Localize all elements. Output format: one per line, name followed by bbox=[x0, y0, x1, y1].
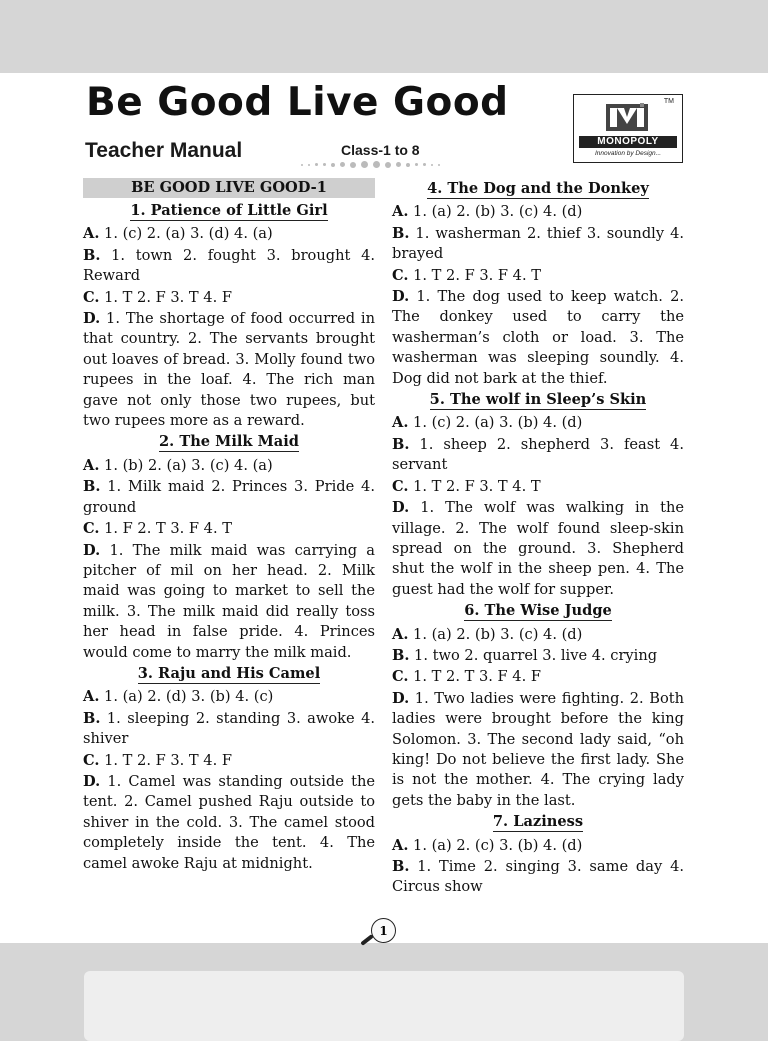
answer-c: C. 1. T 2. F 3. T 4. F bbox=[83, 288, 232, 306]
lesson-title-5: 5. The wolf in Sleep’s Skin bbox=[429, 391, 647, 409]
trademark-label: TM bbox=[663, 98, 674, 105]
answer-a: A. 1. (c) 2. (a) 3. (d) 4. (a) bbox=[83, 225, 273, 243]
answer-a: A. 1. (a) 2. (b) 3. (c) 4. (d) bbox=[392, 203, 583, 221]
answer-c: C. 1. T 2. F 3. F 4. T bbox=[392, 266, 541, 284]
section-banner: BE GOOD LIVE GOOD-1 bbox=[83, 178, 375, 198]
page-subtitle: Teacher Manual bbox=[85, 139, 243, 162]
lesson-title-6: 6. The Wise Judge bbox=[464, 602, 612, 620]
answer-a: A. 1. (b) 2. (a) 3. (c) 4. (a) bbox=[83, 456, 273, 474]
answer-d: D. 1. The dog used to keep watch. 2. The donkey used to carry the washerman’s cloth or load. 3. The washerman was sleeping soundly. 4. Dog did not bark at the thief. bbox=[392, 288, 684, 387]
right-column bbox=[392, 178, 684, 899]
answer-b: B. 1. sheep 2. shepherd 3. feast 4. servant bbox=[392, 435, 684, 474]
answer-d: D. 1. The milk maid was carrying a pitcher of mil on her head. 2. Milk maid was going to market to sell the milk. 3. The milk maid did really toss her head in false pride. 4. Princes would come to marry the milk maid. bbox=[83, 541, 375, 661]
answer-b: B. 1. washerman 2. thief 3. soundly 4. brayed bbox=[392, 224, 684, 263]
publisher-logo bbox=[573, 94, 683, 163]
answer-b: B. 1. two 2. quarrel 3. live 4. crying bbox=[392, 646, 658, 664]
answer-a: A. 1. (c) 2. (a) 3. (b) 4. (d) bbox=[392, 414, 583, 432]
answer-d: D. 1. Two ladies were fighting. 2. Both ladies were brought before the king Solomon. 3. The second lady said, “oh king! Do not believe the first lady. She is not the mother. 4. The crying lady gets the baby in the last. bbox=[392, 689, 684, 809]
answer-c: C. 1. F 2. T 3. F 4. T bbox=[83, 520, 232, 538]
answer-b: B. 1. Time 2. singing 3. same day 4. Circus show bbox=[392, 858, 684, 896]
lesson-title-7: 7. Laziness bbox=[492, 813, 584, 831]
answer-c: C. 1. T 2. T 3. F 4. F bbox=[392, 668, 541, 686]
page-number-badge bbox=[358, 918, 400, 948]
monopoly-m-icon bbox=[604, 102, 650, 132]
left-column bbox=[83, 178, 375, 875]
next-page-preview bbox=[84, 971, 684, 1041]
class-range: Class-1 to 8 bbox=[341, 142, 420, 158]
brand-name: MONOPOLY bbox=[579, 136, 677, 148]
answer-a: A. 1. (a) 2. (b) 3. (c) 4. (d) bbox=[392, 625, 583, 643]
answer-d: D. 1. Camel was standing outside the tent. 2. Camel pushed Raju outside to shiver in the cold. 3. The camel stood completely inside the tent. 4. The camel awoke Raju at midnight. bbox=[83, 772, 375, 872]
lesson-title-2: 2. The Milk Maid bbox=[159, 433, 299, 451]
page-number: 1 bbox=[371, 918, 396, 943]
lesson-title-1: 1. Patience of Little Girl bbox=[130, 202, 328, 219]
page-title: Be Good Live Good bbox=[86, 80, 509, 125]
brand-tagline: Innovation by Design... bbox=[594, 150, 662, 157]
dot-divider bbox=[301, 161, 440, 168]
answer-a: A. 1. (a) 2. (d) 3. (b) 4. (c) bbox=[83, 688, 274, 706]
answer-b: B. 1. Milk maid 2. Princes 3. Pride 4. ground bbox=[83, 478, 375, 516]
answer-c: C. 1. T 2. F 3. T 4. F bbox=[83, 751, 232, 769]
answer-b: B. 1. sleeping 2. standing 3. awoke 4. shiver bbox=[83, 709, 375, 748]
answer-c: C. 1. T 2. F 3. T 4. T bbox=[392, 477, 541, 495]
lesson-title-4: 4. The Dog and the Donkey bbox=[427, 180, 649, 197]
answer-d: D. 1. The shortage of food occurred in that country. 2. The servants brought out loaves of bread. 3. Molly found two rupees in the loaf. 4. The rich man gave not only those two rupees, but two rupees more as a reward. bbox=[83, 310, 375, 430]
lesson-title-3: 3. Raju and His Camel bbox=[137, 664, 321, 682]
answer-b: B. 1. town 2. fought 3. brought 4. Reward bbox=[83, 246, 375, 285]
answer-a: A. 1. (a) 2. (c) 3. (b) 4. (d) bbox=[392, 836, 583, 854]
answer-d: D. 1. The wolf was walking in the village. 2. The wolf found sleep-skin spread on the ground. 3. Shepherd shut the wolf in the sheep pen. 4. The guest had the wolf for supper. bbox=[392, 499, 684, 598]
